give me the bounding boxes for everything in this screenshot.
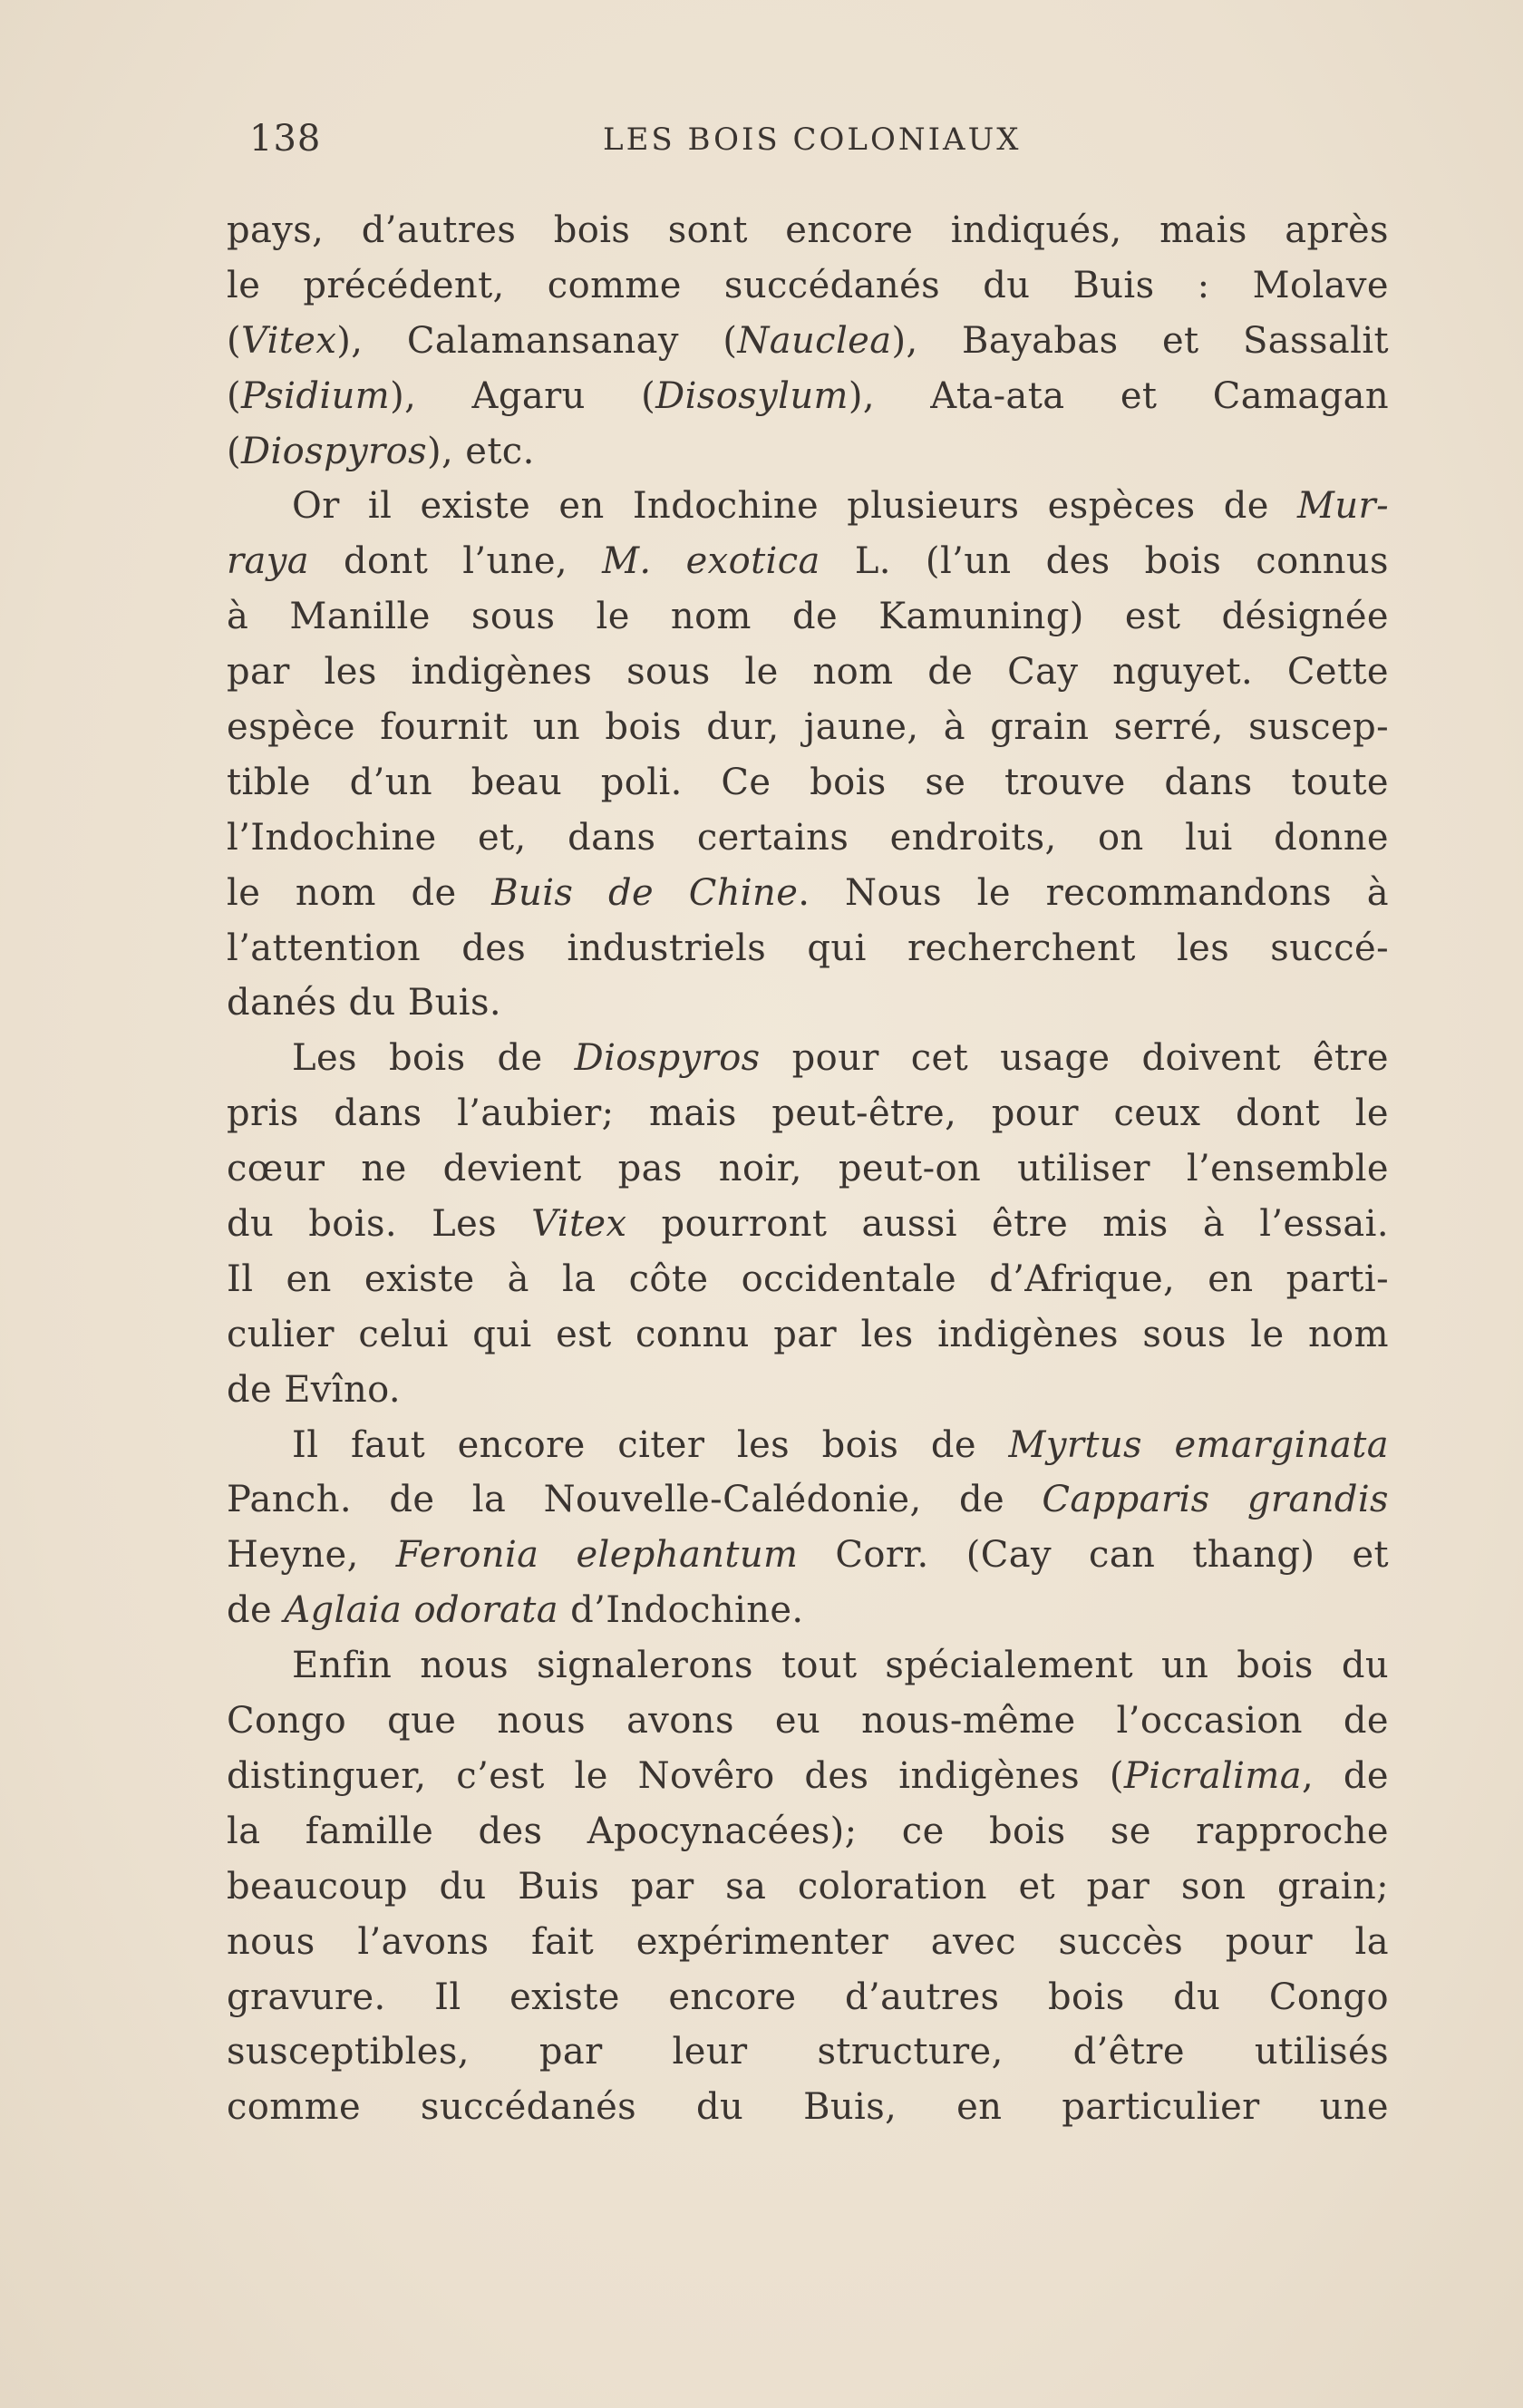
text-line [227, 1915, 1389, 1970]
text-segment: pourront aussi être mis à l’essai. [626, 1203, 1389, 1246]
text-segment: pays, d’autres bois sont encore indiqués, mais après [227, 209, 1389, 251]
italic-text-segment: Disosylum [655, 374, 849, 417]
italic-text-segment: Feronia elephantum [395, 1534, 799, 1577]
italic-text-segment: Buis de Chine [491, 871, 799, 914]
body-text [227, 203, 1389, 2135]
text-line [227, 2080, 1389, 2135]
text-line [227, 755, 1389, 811]
text-line [227, 203, 1389, 258]
text-segment: . Nous le recommandons à [798, 871, 1389, 914]
italic-text-segment: Aglaia odorata [284, 1589, 558, 1632]
text-line [227, 1528, 1389, 1583]
text-segment: de Evîno. [227, 1368, 402, 1411]
text-segment: l’attention des industriels qui recherchent les succé- [227, 927, 1389, 969]
italic-text-segment: Mur- [1297, 485, 1389, 528]
text-segment: le nom de [227, 871, 492, 914]
italic-text-segment: M. exotica [602, 540, 820, 583]
text-line [227, 1970, 1389, 2025]
text-segment: susceptibles, par leur structure, d’être utilisés [227, 2031, 1389, 2073]
text-segment: Enfin nous signalerons tout spécialement un bois du [292, 1645, 1389, 1687]
page-number: 138 [249, 118, 322, 160]
text-line [227, 811, 1389, 866]
text-segment: ), Agaru ( [390, 374, 656, 417]
text-segment: pour cet usage doivent être [760, 1037, 1389, 1080]
text-line [227, 700, 1389, 755]
text-segment: Congo que nous avons eu nous-même l’occasion de [227, 1700, 1389, 1743]
text-line [227, 1252, 1389, 1307]
text-segment: pris dans l’aubier; mais peut-être, pour ceux dont le [227, 1092, 1389, 1135]
text-line [227, 866, 1389, 921]
text-segment: ( [227, 374, 242, 417]
text-segment: l’Indochine et, dans certains endroits, on lui donne [227, 816, 1389, 859]
italic-text-segment: Myrtus emarginata [1008, 1423, 1389, 1466]
text-line [227, 1141, 1389, 1197]
text-segment: nous l’avons fait expérimenter avec succès pour la [227, 1920, 1389, 1963]
italic-text-segment: Capparis grandis [1042, 1479, 1389, 1521]
text-segment: ), Calamansanay ( [336, 319, 738, 362]
text-segment: Panch. de la Nouvelle-Calédonie, de [227, 1479, 1043, 1521]
text-segment: tible d’un beau poli. Ce bois se trouve dans toute [227, 761, 1389, 803]
text-line [227, 921, 1389, 976]
text-line [227, 369, 1389, 424]
italic-text-segment: Diospyros [241, 430, 428, 472]
text-segment: ), etc. [427, 430, 535, 472]
text-segment: danés du Buis. [227, 982, 502, 1024]
text-line [227, 1363, 1389, 1418]
running-head: LES BOIS COLONIAUX [603, 121, 1022, 158]
text-segment: Il en existe à la côte occidentale d’Afrique, en parti- [227, 1257, 1389, 1300]
text-line [227, 645, 1389, 700]
italic-text-segment: Picralima [1123, 1754, 1302, 1797]
text-line [227, 314, 1389, 369]
text-segment: à Manille sous le nom de Kamuning) est désignée [227, 596, 1389, 638]
text-line [227, 258, 1389, 314]
text-line [227, 1086, 1389, 1141]
text-segment: le précédent, comme succédanés du Buis : Molave [227, 264, 1389, 306]
text-line [227, 1583, 1389, 1638]
text-line [227, 1307, 1389, 1363]
text-line [227, 976, 1389, 1031]
text-line [227, 1197, 1389, 1252]
text-segment: comme succédanés du Buis, en particulier une [227, 2086, 1389, 2129]
text-segment: culier celui qui est connu par les indigènes sous le nom [227, 1313, 1389, 1355]
text-line [227, 1638, 1389, 1694]
text-segment: Corr. (Cay can thang) et [798, 1534, 1389, 1577]
text-segment: cœur ne devient pas noir, peut-on utiliser l’ensemble [227, 1148, 1389, 1190]
text-line [227, 1418, 1389, 1473]
text-segment: Or il existe en Indochine plusieurs espèces de [292, 485, 1298, 528]
text-line [227, 479, 1389, 534]
text-line [227, 2024, 1389, 2080]
text-segment: dont l’une, [309, 540, 603, 583]
italic-text-segment: Nauclea [737, 319, 892, 362]
page-header [249, 118, 1401, 172]
text-segment: distinguer, c’est le Novêro des indigènes ( [227, 1754, 1124, 1797]
text-segment: ( [227, 319, 242, 362]
text-segment: , de [1301, 1754, 1389, 1797]
text-segment: Heyne, [227, 1534, 396, 1577]
text-segment: d’Indochine. [558, 1589, 804, 1632]
text-line [227, 1859, 1389, 1915]
text-line [227, 534, 1389, 589]
italic-text-segment: Diospyros [574, 1037, 761, 1080]
text-segment: ( [227, 430, 242, 472]
text-segment: ), Ata-ata et Camagan [848, 374, 1389, 417]
text-line [227, 1749, 1389, 1804]
italic-text-segment: Vitex [241, 319, 337, 362]
text-segment: par les indigènes sous le nom de Cay nguyet. Cette [227, 651, 1389, 694]
text-segment: beaucoup du Buis par sa coloration et par son grain; [227, 1865, 1389, 1908]
text-segment: de [227, 1589, 285, 1632]
text-segment: espèce fournit un bois dur, jaune, à grain serré, suscep- [227, 706, 1389, 749]
text-segment: Les bois de [292, 1037, 575, 1080]
italic-text-segment: raya [227, 540, 310, 583]
italic-text-segment: Vitex [531, 1203, 627, 1246]
text-segment: gravure. Il existe encore d’autres bois du Congo [227, 1976, 1389, 2018]
text-line [227, 1472, 1389, 1528]
text-line [227, 1694, 1389, 1749]
text-segment: L. (l’un des bois connus [820, 540, 1389, 583]
text-line [227, 589, 1389, 645]
text-line [227, 424, 1389, 480]
text-segment: Il faut encore citer les bois de [292, 1423, 1009, 1466]
text-segment: la famille des Apocynacées); ce bois se rapproche [227, 1810, 1389, 1852]
text-segment: ), Bayabas et Sassalit [891, 319, 1389, 362]
text-line [227, 1804, 1389, 1859]
italic-text-segment: Psidium [241, 374, 391, 417]
text-segment: du bois. Les [227, 1203, 532, 1246]
text-line [227, 1031, 1389, 1086]
